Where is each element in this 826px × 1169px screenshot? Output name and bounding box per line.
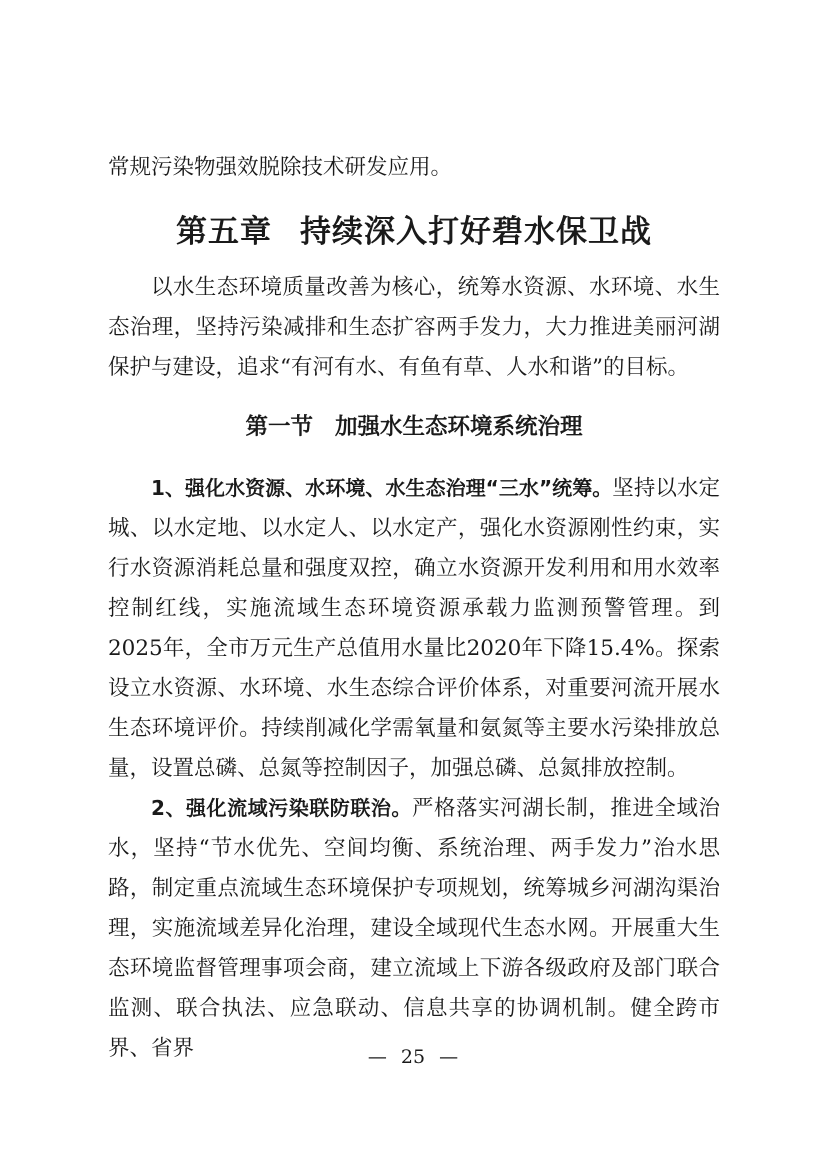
chapter-heading xyxy=(108,206,720,251)
section-title: 加强水生态环境系统治理 xyxy=(335,414,583,440)
footer-dash-left: — xyxy=(367,1046,387,1068)
item-lead: 2、强化流域污染联防联治。 xyxy=(151,796,412,820)
page-footer xyxy=(0,1041,826,1073)
continuation-text: 常规污染物强效脱除技术研发应用。 xyxy=(108,155,453,180)
intro-paragraph: 以水生态环境质量改善为核心，统筹水资源、水环境、水生态治理，坚持污染减排和生态扩容两手发力，大力推进美丽河湖保护与建设，追求“有河有水、有鱼有草、人水和谐”的目标。 xyxy=(108,275,720,380)
footer-dash-right: — xyxy=(439,1046,459,1068)
section-number: 第一节 xyxy=(245,414,313,440)
numbered-item xyxy=(108,468,720,789)
section-heading xyxy=(108,409,720,441)
item-body: 坚持以水定城、以水定地、以水定人、以水定产，强化水资源刚性约束，实行水资源消耗总量和强度双控，确立水资源开发利用和用水效率控制红线，实施流域生态环境资源承载力监测预警管理。到2025年，全市万元生产总值用水量比2020年下降15.4%。探索设立水资源、水环境、水生态综合评价体系，对重要河流开展水生态环境评价。持续削减化学需氧量和氨氮等主要水污染排放总量，设置总磷、总氮等控制因子，加强总磷、总氮排放控制。 xyxy=(108,476,720,781)
page-number: 25 xyxy=(400,1046,426,1068)
item-body: 严格落实河湖长制，推进全域治水，坚持“节水优先、空间均衡、系统治理、两手发力”治水思路，制定重点流域生态环境保护专项规划，统筹城乡河湖沟渠治理，实施流域差异化治理，建设全域现代生态水网。开展重大生态环境监督管理事项会商，建立流域上下游各级政府及部门联合监测、联合执法、应急联动、信息共享的协调机制。健全跨市界、省界 xyxy=(108,796,720,1061)
numbered-item xyxy=(108,788,720,1069)
chapter-title: 持续深入打好碧水保卫战 xyxy=(300,214,652,250)
item-lead: 1、强化水资源、水环境、水生态治理“三水”统筹。 xyxy=(151,476,613,500)
chapter-number: 第五章 xyxy=(176,214,272,250)
